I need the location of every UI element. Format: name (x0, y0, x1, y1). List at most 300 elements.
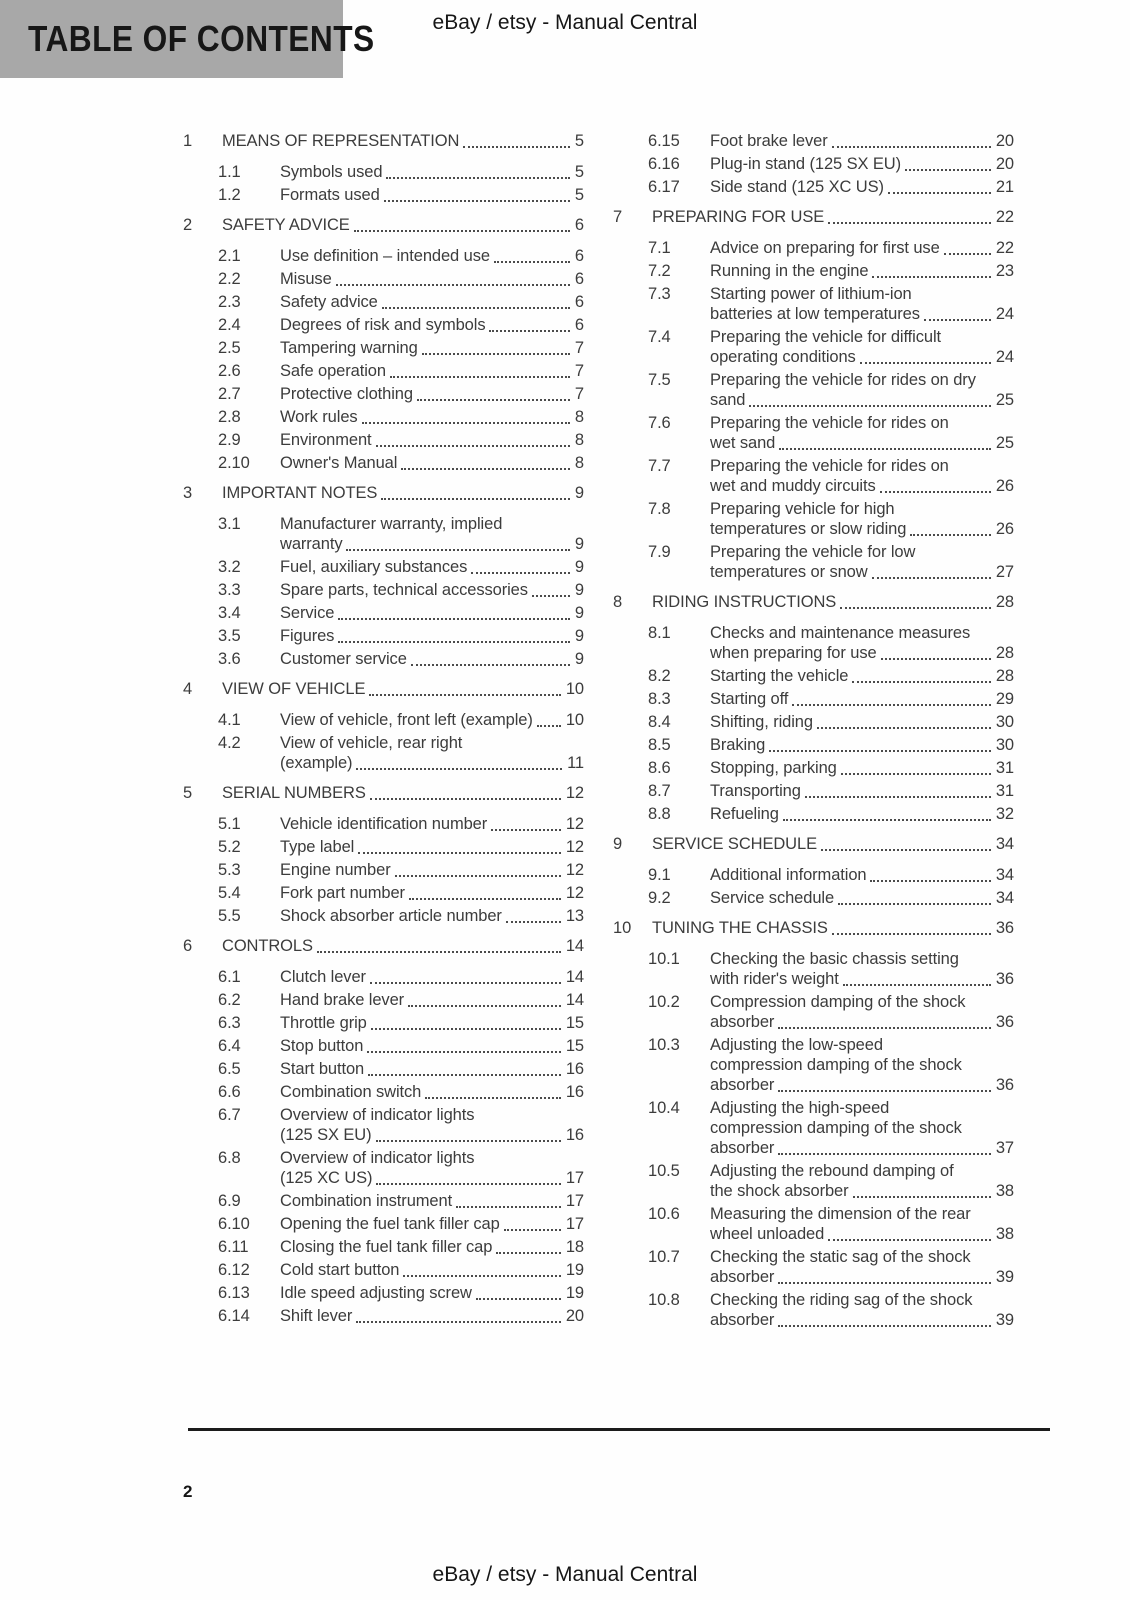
toc-entry-line (710, 370, 1014, 390)
toc-entry-row (183, 837, 584, 857)
toc-entry-page: 19 (565, 1261, 584, 1279)
toc-entry-line (710, 542, 1014, 562)
toc-entry-title: compression damping of the shock (710, 1056, 962, 1074)
toc-entry-number: 3 (183, 484, 193, 502)
toc-entry-title: Protective clothing (280, 385, 413, 403)
toc-entry-line (280, 710, 584, 730)
toc-entry-line (280, 837, 584, 857)
toc-entry-line (280, 860, 584, 880)
toc-entry-number: 2.9 (218, 431, 241, 449)
toc-entry-number: 2.4 (218, 316, 241, 334)
toc-entry-line (280, 1082, 584, 1102)
dot-leader (828, 222, 991, 224)
toc-entry-title: TUNING THE CHASSIS (652, 919, 828, 937)
toc-entry-row (613, 735, 1014, 755)
toc-entry-number: 6 (183, 937, 193, 955)
dot-leader (463, 146, 570, 148)
dot-leader (317, 951, 561, 953)
toc-entry-title: Compression damping of the shock (710, 993, 966, 1011)
toc-entry-body (710, 949, 1014, 989)
toc-entry-line (710, 888, 1014, 908)
toc-block (613, 918, 1014, 1330)
toc-entry-page: 9 (574, 627, 584, 645)
toc-entry-title: Combination switch (280, 1083, 422, 1101)
toc-entry-title: Formats used (280, 186, 380, 204)
toc-entry-title: Tampering warning (280, 339, 418, 357)
toc-entry-body (652, 592, 1014, 612)
toc-entry-line (710, 476, 1014, 496)
dot-leader (336, 284, 570, 286)
toc-entry-row (183, 626, 584, 646)
toc-entry-number: 6.10 (218, 1215, 250, 1233)
toc-entry-body (222, 936, 584, 956)
dot-leader (843, 984, 991, 986)
toc-entry-line (280, 649, 584, 669)
toc-entry-page: 8 (574, 431, 584, 449)
toc-entry-line (280, 338, 584, 358)
toc-entry-number: 10.1 (648, 950, 680, 968)
toc-entry-line (710, 1181, 1014, 1201)
toc-entry-title: Fork part number (280, 884, 405, 902)
toc-block (613, 131, 1014, 197)
toc-entry-title: Environment (280, 431, 372, 449)
dot-leader (370, 982, 561, 984)
toc-entry-line (280, 384, 584, 404)
toc-entry-body (280, 1214, 584, 1234)
dot-leader (817, 727, 991, 729)
toc-entry-number: 7.8 (648, 500, 671, 518)
toc-entry-body (280, 883, 584, 903)
toc-entry-row (183, 384, 584, 404)
toc-entry-line (710, 327, 1014, 347)
toc-entry-line (280, 883, 584, 903)
toc-entry-page: 34 (995, 866, 1014, 884)
toc-entry-page: 19 (565, 1284, 584, 1302)
dot-leader (888, 192, 991, 194)
toc-entry-body (280, 1105, 584, 1145)
toc-entry-line (710, 1310, 1014, 1330)
toc-entry-page: 6 (574, 216, 584, 234)
toc-entry-body (710, 1035, 1014, 1095)
dot-leader (384, 200, 570, 202)
toc-entry-number: 2.1 (218, 247, 241, 265)
toc-entry-row (613, 177, 1014, 197)
toc-entry-title: Refueling (710, 805, 779, 823)
toc-entry-line (280, 246, 584, 266)
toc-entry-page: 6 (574, 270, 584, 288)
toc-entry-line (280, 1306, 584, 1326)
toc-entry-body (710, 865, 1014, 885)
toc-entry-body (280, 733, 584, 773)
toc-entry-page: 9 (574, 581, 584, 599)
toc-entry-line (280, 1148, 584, 1168)
toc-entry-page: 12 (565, 784, 584, 802)
toc-entry-body (710, 238, 1014, 258)
toc-entry-number: 2.2 (218, 270, 241, 288)
toc-entry-page: 25 (995, 434, 1014, 452)
toc-entry-row (613, 1290, 1014, 1330)
toc-block (613, 207, 1014, 582)
toc-entry-row (183, 338, 584, 358)
toc-entry-page: 26 (995, 520, 1014, 538)
toc-entry-line (222, 215, 584, 235)
toc-entry-line (710, 1035, 1014, 1055)
toc-entry-number: 3.5 (218, 627, 241, 645)
toc-entry-number: 8.8 (648, 805, 671, 823)
toc-entry-row (183, 185, 584, 205)
toc-entry-title: wet sand (710, 434, 776, 452)
toc-entry-page: 8 (574, 408, 584, 426)
toc-entry-row (613, 370, 1014, 410)
toc-entry-title: Cold start button (280, 1261, 400, 1279)
toc-entry-row (613, 1098, 1014, 1158)
toc-entry-page: 7 (574, 385, 584, 403)
toc-entry-body (280, 1237, 584, 1257)
dot-leader (356, 768, 562, 770)
toc-entry-row (613, 865, 1014, 885)
toc-entry-page: 39 (995, 1268, 1014, 1286)
toc-entry-number: 9.1 (648, 866, 671, 884)
dot-leader (749, 405, 990, 407)
toc-entry-number: 6.11 (218, 1238, 249, 1256)
toc-entry-line (280, 514, 584, 534)
toc-section-row (613, 592, 1014, 612)
toc-entry-row (183, 430, 584, 450)
toc-entry-line (280, 753, 584, 773)
toc-entry-line (280, 580, 584, 600)
dot-leader (537, 725, 561, 727)
toc-entry-line (710, 1204, 1014, 1224)
toc-entry-title: PREPARING FOR USE (652, 208, 825, 226)
toc-entry-number: 5 (183, 784, 193, 802)
toc-entry-number: 6.15 (648, 132, 680, 150)
toc-entry-body (280, 580, 584, 600)
toc-entry-line (710, 284, 1014, 304)
toc-entry-page: 24 (995, 348, 1014, 366)
dot-leader (840, 607, 991, 609)
toc-entry-page: 20 (995, 155, 1014, 173)
dot-leader (828, 1239, 991, 1241)
toc-entry-title: wet and muddy circuits (710, 477, 876, 495)
toc-entry-body (280, 453, 584, 473)
toc-entry-title: Owner's Manual (280, 454, 398, 472)
toc-entry-body (280, 430, 584, 450)
toc-entry-title: Plug-in stand (125 SX EU) (710, 155, 902, 173)
toc-entry-title: View of vehicle, front left (example) (280, 711, 533, 729)
toc-entry-line (222, 483, 584, 503)
toc-entry-line (280, 162, 584, 182)
toc-block (613, 834, 1014, 908)
dot-leader (872, 577, 991, 579)
toc-entry-row (183, 906, 584, 926)
toc-entry-row (183, 990, 584, 1010)
dot-leader (821, 849, 991, 851)
toc-entry-row (183, 1036, 584, 1056)
toc-entry-number: 6.13 (218, 1284, 250, 1302)
toc-entry-title: Shock absorber article number (280, 907, 502, 925)
toc-entry-title: absorber (710, 1076, 775, 1094)
toc-entry-row (613, 804, 1014, 824)
toc-entry-row (613, 758, 1014, 778)
toc-entry-number: 2.5 (218, 339, 241, 357)
toc-entry-page: 34 (995, 835, 1014, 853)
toc-entry-title: Clutch lever (280, 968, 366, 986)
toc-entry-line (710, 1055, 1014, 1075)
toc-entry-page: 18 (565, 1238, 584, 1256)
dot-leader (778, 1027, 991, 1029)
toc-entry-line (710, 735, 1014, 755)
toc-entry-title: Checking the riding sag of the shock (710, 1291, 973, 1309)
dot-leader (852, 681, 991, 683)
toc-entry-page: 16 (565, 1060, 584, 1078)
toc-entry-page: 9 (574, 484, 584, 502)
toc-entry-number: 2.10 (218, 454, 250, 472)
toc-entry-line (710, 433, 1014, 453)
toc-entry-page: 17 (565, 1169, 584, 1187)
dot-leader (338, 618, 570, 620)
toc-entry-title: Preparing the vehicle for rides on dry (710, 371, 976, 389)
dot-leader (386, 177, 569, 179)
toc-entry-line (280, 315, 584, 335)
toc-entry-line (280, 1191, 584, 1211)
toc-entry-row (183, 246, 584, 266)
toc-entry-page: 12 (565, 815, 584, 833)
toc-entry-page: 20 (995, 132, 1014, 150)
toc-entry-number: 7.7 (648, 457, 671, 475)
toc-entry-line (652, 592, 1014, 612)
toc-entry-line (280, 557, 584, 577)
toc-entry-title: warranty (280, 535, 343, 553)
toc-entry-number: 8.1 (648, 624, 671, 642)
toc-entry-line (280, 1168, 584, 1188)
dot-leader (476, 1298, 561, 1300)
toc-section-row (613, 918, 1014, 938)
toc-block (183, 783, 584, 926)
dot-leader (496, 1252, 561, 1254)
toc-entry-number: 3.1 (218, 515, 241, 533)
toc-entry-title: View of vehicle, rear right (280, 734, 463, 752)
site-header-text: eBay / etsy - Manual Central (432, 11, 698, 34)
toc-entry-body (222, 131, 584, 151)
toc-section-row (183, 679, 584, 699)
toc-entry-line (710, 131, 1014, 151)
toc-entry-line (280, 1059, 584, 1079)
dot-leader (371, 1028, 561, 1030)
toc-entry-page: 28 (995, 593, 1014, 611)
toc-entry-title: Idle speed adjusting screw (280, 1284, 472, 1302)
toc-entry-number: 7.5 (648, 371, 671, 389)
dot-leader (354, 230, 570, 232)
toc-entry-title: wheel unloaded (710, 1225, 825, 1243)
toc-entry-page: 6 (574, 293, 584, 311)
toc-entry-page: 22 (995, 208, 1014, 226)
toc-entry-body (710, 689, 1014, 709)
dot-leader (358, 852, 561, 854)
toc-block (183, 679, 584, 773)
toc-entry-body (280, 1191, 584, 1211)
toc-entry-page: 15 (565, 1037, 584, 1055)
toc-entry-body (710, 177, 1014, 197)
dot-leader (489, 330, 569, 332)
toc-section-row (183, 783, 584, 803)
toc-entry-row (183, 860, 584, 880)
toc-entry-line (710, 1267, 1014, 1287)
toc-entry-line (652, 207, 1014, 227)
toc-entry-body (280, 1013, 584, 1033)
toc-entry-row (183, 1283, 584, 1303)
toc-entry-line (710, 1290, 1014, 1310)
toc-entry-body (280, 185, 584, 205)
toc-entry-line (710, 643, 1014, 663)
toc-entry-row (183, 269, 584, 289)
toc-entry-page: 12 (565, 861, 584, 879)
toc-entry-title: Opening the fuel tank filler cap (280, 1215, 500, 1233)
footer-rule (188, 1428, 1050, 1431)
toc-entry-line (280, 1105, 584, 1125)
toc-entry-number: 3.4 (218, 604, 241, 622)
toc-entry-body (280, 246, 584, 266)
toc-entry-title: Preparing the vehicle for low (710, 543, 916, 561)
toc-entry-body (280, 603, 584, 623)
toc-entry-line (280, 1260, 584, 1280)
toc-entry-body (280, 1082, 584, 1102)
toc-entry-line (710, 499, 1014, 519)
toc-entry-title: Safety advice (280, 293, 378, 311)
toc-entry-title: Preparing the vehicle for difficult (710, 328, 941, 346)
toc-entry-page: 17 (565, 1192, 584, 1210)
toc-entry-line (280, 1036, 584, 1056)
dot-leader (390, 376, 570, 378)
toc-entry-line (710, 1138, 1014, 1158)
toc-entry-number: 8.2 (648, 667, 671, 685)
toc-entry-title: MEANS OF REPRESENTATION (222, 132, 460, 150)
toc-entry-page: 34 (995, 889, 1014, 907)
toc-entry-line (710, 1118, 1014, 1138)
toc-entry-title: Preparing the vehicle for rides on (710, 414, 949, 432)
toc-entry-number: 6.8 (218, 1149, 241, 1167)
toc-entry-title: Stop button (280, 1037, 364, 1055)
toc-entry-page: 14 (565, 937, 584, 955)
toc-entry-number: 6.12 (218, 1261, 250, 1279)
toc-entry-number: 10.7 (648, 1248, 680, 1266)
toc-entry-page: 21 (995, 178, 1014, 196)
toc-entry-title: Engine number (280, 861, 391, 879)
toc-entry-number: 10.5 (648, 1162, 680, 1180)
toc-entry-title: operating conditions (710, 348, 856, 366)
toc-entry-page: 20 (565, 1307, 584, 1325)
toc-entry-body (710, 1098, 1014, 1158)
dot-leader (832, 933, 991, 935)
toc-entry-line (280, 185, 584, 205)
toc-entry-title: Preparing the vehicle for rides on (710, 457, 949, 475)
dot-leader (778, 1153, 991, 1155)
toc-entry-title: Adjusting the rebound damping of (710, 1162, 954, 1180)
toc-entry-page: 28 (995, 644, 1014, 662)
toc-entry-number: 7.2 (648, 262, 671, 280)
toc-entry-line (280, 453, 584, 473)
toc-entry-body (710, 131, 1014, 151)
dot-leader (532, 595, 570, 597)
toc-entry-row (183, 1148, 584, 1188)
toc-entry-title: Combination instrument (280, 1192, 453, 1210)
toc-entry-body (710, 888, 1014, 908)
toc-entry-row (183, 1260, 584, 1280)
toc-entry-page: 7 (574, 339, 584, 357)
toc-entry-page: 24 (995, 305, 1014, 323)
toc-entry-number: 6.14 (218, 1307, 250, 1325)
toc-entry-title: temperatures or slow riding (710, 520, 907, 538)
toc-entry-row (183, 649, 584, 669)
dot-leader (338, 641, 570, 643)
toc-entry-number: 5.3 (218, 861, 241, 879)
toc-entry-line (222, 936, 584, 956)
toc-entry-title: absorber (710, 1311, 775, 1329)
toc-entry-body (222, 215, 584, 235)
toc-entry-title: Additional information (710, 866, 867, 884)
toc-entry-title: Side stand (125 XC US) (710, 178, 884, 196)
toc-entry-number: 2.3 (218, 293, 241, 311)
toc-entry-title: Transporting (710, 782, 801, 800)
toc-entry-title: (125 SX EU) (280, 1126, 372, 1144)
toc-entry-page: 39 (995, 1311, 1014, 1329)
toc-entry-number: 7.4 (648, 328, 671, 346)
dot-leader (401, 468, 570, 470)
toc-entry-row (183, 557, 584, 577)
toc-entry-row (613, 949, 1014, 989)
toc-entry-title: Checks and maintenance measures (710, 624, 971, 642)
toc-entry-body (710, 542, 1014, 582)
toc-entry-line (280, 1013, 584, 1033)
dot-leader (910, 534, 991, 536)
dot-leader (506, 921, 561, 923)
toc-entry-body (280, 384, 584, 404)
dot-leader (368, 1074, 561, 1076)
toc-entry-number: 7.3 (648, 285, 671, 303)
toc-entry-title: Measuring the dimension of the rear (710, 1205, 971, 1223)
toc-entry-body (710, 327, 1014, 367)
toc-entry-number: 2.8 (218, 408, 241, 426)
toc-entry-page: 32 (995, 805, 1014, 823)
toc-entry-line (280, 292, 584, 312)
toc-entry-row (613, 413, 1014, 453)
toc-entry-body (280, 407, 584, 427)
toc-entry-title: Fuel, auxiliary substances (280, 558, 468, 576)
toc-entry-line (280, 733, 584, 753)
toc-entry-line (710, 804, 1014, 824)
toc-entry-body (710, 499, 1014, 539)
toc-entry-row (183, 580, 584, 600)
toc-entry-line (710, 689, 1014, 709)
toc-entry-title: Adjusting the high-speed (710, 1099, 890, 1117)
toc-entry-page: 28 (995, 667, 1014, 685)
toc-entry-body (280, 1260, 584, 1280)
dot-leader (422, 353, 570, 355)
toc-entry-number: 7 (613, 208, 623, 226)
dot-leader (471, 572, 570, 574)
toc-entry-line (280, 603, 584, 623)
toc-section-row (613, 207, 1014, 227)
toc-entry-number: 1.1 (218, 163, 241, 181)
toc-entry-line (280, 1237, 584, 1257)
toc-entry-line (222, 679, 584, 699)
toc-entry-line (652, 834, 1014, 854)
toc-entry-page: 12 (565, 884, 584, 902)
toc-entry-page: 6 (574, 247, 584, 265)
toc-entry-number: 6.2 (218, 991, 241, 1009)
toc-entry-page: 27 (995, 563, 1014, 581)
toc-entry-title: Advice on preparing for first use (710, 239, 940, 257)
toc-entry-number: 5.1 (218, 815, 241, 833)
